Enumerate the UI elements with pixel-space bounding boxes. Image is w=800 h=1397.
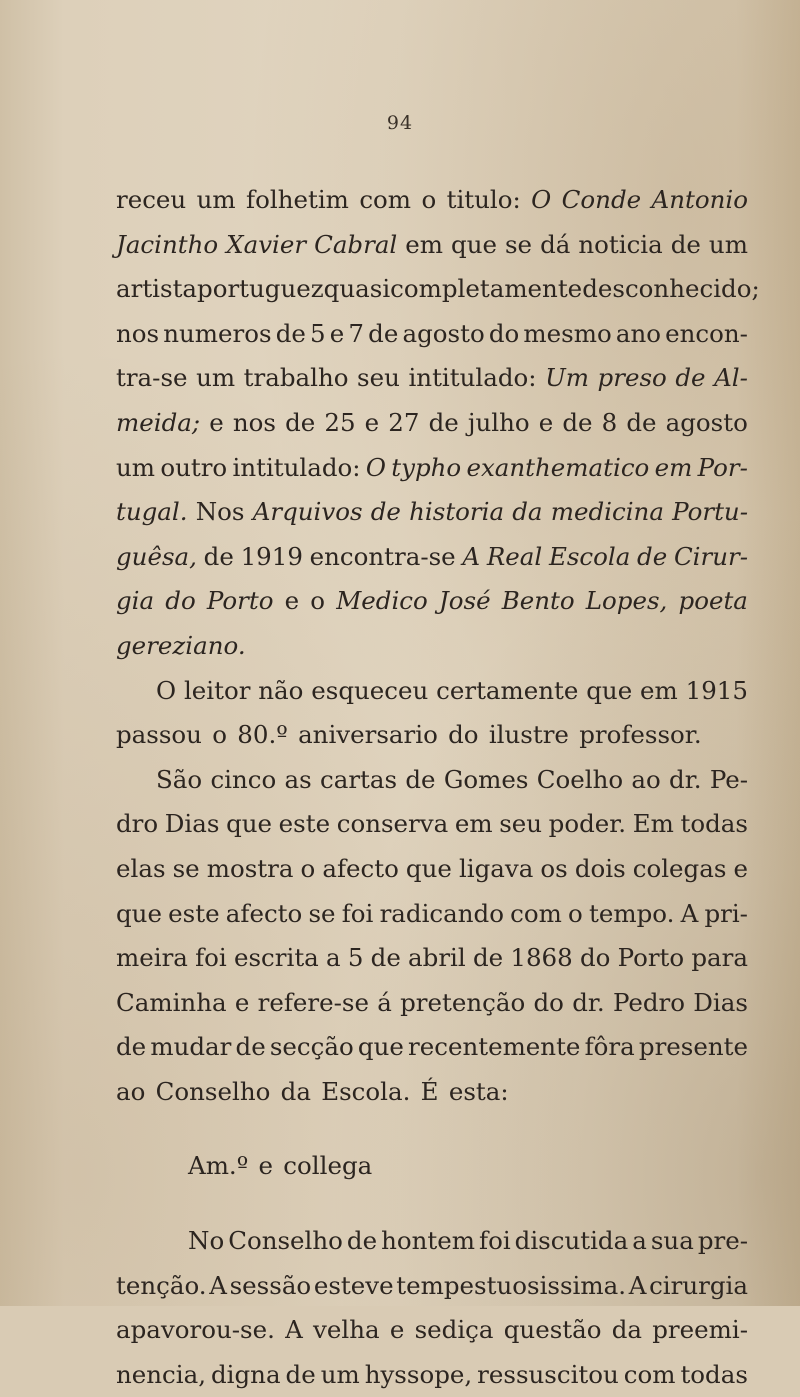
word: 8 bbox=[601, 407, 618, 437]
word: 1919 bbox=[240, 541, 303, 571]
text-line bbox=[116, 1308, 748, 1353]
word: ano bbox=[615, 318, 661, 348]
word: A bbox=[628, 1270, 647, 1300]
word: Escola bbox=[548, 541, 631, 571]
word: É bbox=[420, 1076, 439, 1106]
word: um bbox=[320, 1359, 360, 1389]
word: Real bbox=[486, 541, 543, 571]
word: dro bbox=[116, 809, 159, 839]
word: e bbox=[258, 1151, 274, 1181]
word: Conde bbox=[561, 185, 642, 214]
word: Xavier bbox=[226, 229, 307, 259]
word: folhetim bbox=[246, 185, 349, 214]
word: Nos bbox=[195, 497, 245, 527]
word: Arquivos bbox=[252, 497, 363, 527]
word: seu bbox=[499, 809, 543, 839]
word: de bbox=[285, 1359, 316, 1389]
word: Escola. bbox=[321, 1076, 411, 1106]
text-line bbox=[116, 713, 748, 758]
word: poeta bbox=[678, 586, 748, 616]
text-line bbox=[116, 1025, 748, 1070]
word: Em bbox=[632, 809, 674, 839]
word: 25 bbox=[324, 407, 356, 437]
text-line bbox=[116, 446, 748, 491]
word: abril bbox=[408, 943, 466, 973]
word: noticia bbox=[578, 229, 663, 259]
word: o bbox=[568, 898, 583, 928]
word: de bbox=[675, 363, 706, 393]
word: cartas bbox=[320, 764, 398, 794]
text-line bbox=[116, 535, 748, 580]
word: e bbox=[209, 407, 224, 437]
word: medicina bbox=[550, 497, 664, 527]
word: e bbox=[284, 586, 300, 616]
word: intitulado: bbox=[232, 452, 361, 482]
word: agosto bbox=[665, 407, 748, 437]
word: de bbox=[203, 541, 234, 571]
word: ressuscitou bbox=[477, 1359, 619, 1389]
word: ao bbox=[631, 764, 661, 794]
word: José bbox=[438, 586, 491, 616]
word: quasi bbox=[323, 274, 391, 304]
word: colegas bbox=[632, 853, 727, 883]
word: meira bbox=[116, 943, 188, 973]
word: historia bbox=[409, 497, 505, 527]
word: A bbox=[285, 1315, 303, 1345]
word: secção bbox=[269, 1032, 354, 1062]
word: Dias bbox=[693, 987, 748, 1017]
text-line bbox=[116, 312, 748, 357]
word: Conselho bbox=[155, 1076, 271, 1106]
word: com bbox=[510, 898, 562, 928]
word: que bbox=[116, 898, 162, 928]
word: as bbox=[284, 764, 312, 794]
word: certamente bbox=[436, 675, 579, 705]
word: em bbox=[654, 452, 693, 482]
word: tempestuosissima. bbox=[396, 1270, 627, 1300]
word: o bbox=[212, 720, 228, 750]
word: que bbox=[357, 1032, 404, 1062]
word: da bbox=[280, 1076, 311, 1106]
word: dá bbox=[540, 229, 571, 259]
word: Coelho bbox=[536, 764, 624, 794]
word: afecto bbox=[225, 898, 303, 928]
word: do bbox=[579, 943, 611, 973]
word: 5 bbox=[310, 318, 326, 348]
word: pri- bbox=[704, 898, 748, 928]
line-spacer bbox=[116, 1114, 748, 1144]
word: tra-se bbox=[116, 363, 188, 393]
word: cinco bbox=[210, 764, 277, 794]
word: de bbox=[370, 943, 401, 973]
text-line bbox=[116, 669, 748, 714]
word: tugal. bbox=[116, 497, 188, 527]
word: apavorou-se. bbox=[116, 1315, 275, 1345]
word: hyssope, bbox=[364, 1359, 473, 1389]
word: titulo: bbox=[446, 185, 521, 214]
word: refere-se bbox=[257, 987, 369, 1017]
text-line bbox=[116, 758, 748, 803]
word: de bbox=[626, 407, 657, 437]
word: dr. bbox=[669, 764, 702, 794]
word: de bbox=[368, 318, 399, 348]
word: com bbox=[623, 1359, 676, 1389]
word: um bbox=[196, 363, 236, 393]
word: 27 bbox=[388, 407, 420, 437]
word: sessão bbox=[229, 1270, 312, 1300]
word: sua bbox=[650, 1226, 694, 1256]
word: Gomes bbox=[443, 764, 529, 794]
word: preso bbox=[597, 363, 667, 393]
word: conserva bbox=[336, 809, 449, 839]
word: afecto bbox=[322, 853, 399, 883]
word: passou bbox=[116, 720, 202, 750]
word: O bbox=[156, 675, 177, 705]
word: do bbox=[165, 586, 196, 616]
word: preemi- bbox=[652, 1315, 748, 1345]
text-line bbox=[116, 1264, 748, 1309]
word: que bbox=[451, 229, 497, 259]
word: de bbox=[562, 407, 593, 437]
text-line bbox=[116, 1219, 748, 1264]
word: Cabral bbox=[314, 229, 398, 259]
word: A bbox=[680, 898, 699, 928]
word: e bbox=[389, 1315, 405, 1345]
word: ilustre bbox=[488, 720, 569, 750]
text-line bbox=[116, 624, 748, 669]
word: seu bbox=[357, 363, 400, 393]
word: completamente bbox=[390, 274, 583, 304]
word: em bbox=[454, 809, 493, 839]
word: que bbox=[586, 675, 633, 705]
word: o bbox=[421, 185, 437, 214]
word: em bbox=[640, 675, 678, 705]
word: esteve bbox=[313, 1270, 394, 1300]
word: Pedro bbox=[612, 987, 685, 1017]
word: este bbox=[168, 898, 220, 928]
word: ao bbox=[116, 1076, 146, 1106]
word: Medico bbox=[336, 586, 428, 616]
word: O bbox=[365, 452, 386, 482]
word: cirurgia bbox=[649, 1270, 748, 1300]
word: tempo. bbox=[589, 898, 675, 928]
word: typho bbox=[391, 452, 462, 482]
word: intitulado: bbox=[408, 363, 537, 393]
word: pretenção bbox=[400, 987, 526, 1017]
word: Porto bbox=[206, 586, 274, 616]
word: os bbox=[540, 853, 568, 883]
word: Um bbox=[545, 363, 589, 393]
word: elas bbox=[116, 853, 166, 883]
word: se bbox=[504, 229, 533, 259]
word: de bbox=[285, 407, 316, 437]
word: encontra-se bbox=[309, 541, 456, 571]
word: que bbox=[226, 809, 273, 839]
word: Conselho bbox=[228, 1226, 343, 1256]
word: dois bbox=[574, 853, 626, 883]
word: para bbox=[691, 943, 748, 973]
word: collega bbox=[283, 1151, 373, 1181]
word: fôra bbox=[584, 1032, 635, 1062]
word: foi bbox=[479, 1226, 511, 1256]
word: um bbox=[708, 229, 748, 259]
text-line bbox=[116, 847, 748, 892]
word: do bbox=[488, 318, 520, 348]
word: de bbox=[670, 229, 701, 259]
word: discutida bbox=[514, 1226, 629, 1256]
word: encon- bbox=[665, 318, 748, 348]
word: mostra bbox=[206, 853, 294, 883]
word: 80.º bbox=[237, 720, 288, 750]
text-line bbox=[116, 178, 748, 223]
word: esta: bbox=[448, 1076, 509, 1106]
word: O bbox=[531, 185, 552, 214]
text-line bbox=[116, 802, 748, 847]
word: tenção. bbox=[116, 1270, 207, 1300]
word: mesmo bbox=[523, 318, 612, 348]
word: um bbox=[196, 185, 236, 214]
word: hontem bbox=[381, 1226, 475, 1256]
word: poder. bbox=[548, 809, 627, 839]
word: de bbox=[116, 1032, 147, 1062]
word: em bbox=[405, 229, 444, 259]
word: professor. bbox=[579, 720, 702, 750]
word: Jacintho bbox=[116, 229, 219, 259]
word: portuguez bbox=[197, 274, 324, 304]
body-text bbox=[116, 178, 760, 1397]
word: com bbox=[359, 185, 412, 214]
word: nos bbox=[232, 407, 276, 437]
word: da bbox=[611, 1315, 643, 1345]
word: artista bbox=[116, 274, 198, 304]
text-line bbox=[116, 579, 748, 624]
word: de bbox=[405, 764, 436, 794]
word: Antonio bbox=[651, 185, 748, 214]
word: dr. bbox=[572, 987, 605, 1017]
word: presente bbox=[638, 1032, 748, 1062]
word: mudar bbox=[150, 1032, 232, 1062]
word: Am.º bbox=[188, 1151, 249, 1181]
text-line bbox=[116, 223, 748, 268]
word: Por- bbox=[697, 452, 748, 482]
word: recentemente bbox=[408, 1032, 581, 1062]
word: meida; bbox=[116, 407, 201, 437]
word: Dias bbox=[164, 809, 220, 839]
word: Cirur- bbox=[673, 541, 748, 571]
word: e bbox=[234, 987, 250, 1017]
word: de bbox=[370, 497, 401, 527]
word: nencia, bbox=[116, 1359, 207, 1389]
word: de bbox=[637, 541, 668, 571]
word: 7 bbox=[348, 318, 365, 348]
word: todas bbox=[680, 809, 748, 839]
word: do bbox=[448, 720, 479, 750]
text-line bbox=[116, 356, 748, 401]
word: A bbox=[462, 541, 481, 571]
word: pre- bbox=[697, 1226, 748, 1256]
text-line bbox=[116, 1144, 748, 1189]
word: A bbox=[209, 1270, 227, 1300]
word: e bbox=[538, 407, 554, 437]
word: escrita bbox=[233, 943, 319, 973]
word: que bbox=[405, 853, 452, 883]
word: um bbox=[116, 452, 156, 482]
word: radicando bbox=[379, 898, 504, 928]
word: gereziano. bbox=[116, 630, 246, 660]
word: receu bbox=[116, 185, 187, 214]
word: esqueceu bbox=[311, 675, 429, 705]
word: agosto bbox=[402, 318, 485, 348]
text-line bbox=[116, 267, 760, 312]
word: desconhecido; bbox=[582, 274, 760, 304]
text-line bbox=[116, 1070, 748, 1115]
text-line bbox=[116, 490, 748, 535]
word: Pe- bbox=[709, 764, 748, 794]
word: de bbox=[472, 943, 504, 973]
word: todas bbox=[680, 1359, 748, 1389]
word: á bbox=[377, 987, 392, 1017]
word: Al- bbox=[714, 363, 748, 393]
word: não bbox=[258, 675, 304, 705]
word: velha bbox=[313, 1315, 380, 1345]
word: o bbox=[300, 853, 316, 883]
word: e bbox=[329, 318, 345, 348]
word: do bbox=[533, 987, 564, 1017]
word: numeros bbox=[163, 318, 272, 348]
word: exanthematico bbox=[466, 452, 650, 482]
word: ligava bbox=[458, 853, 534, 883]
word: Portu- bbox=[672, 497, 748, 527]
text-line bbox=[116, 401, 748, 446]
page-number: 94 bbox=[386, 112, 414, 134]
text-line bbox=[116, 936, 748, 981]
word: a bbox=[326, 943, 341, 973]
word: de bbox=[275, 318, 306, 348]
word: 1915 bbox=[685, 675, 748, 705]
word: No bbox=[188, 1226, 225, 1256]
word: foi bbox=[341, 898, 374, 928]
word: se bbox=[308, 898, 336, 928]
word: de bbox=[346, 1226, 378, 1256]
word: da bbox=[512, 497, 543, 527]
word: Caminha bbox=[116, 987, 227, 1017]
word: questão bbox=[503, 1315, 602, 1345]
word: sediça bbox=[414, 1315, 494, 1345]
word: Porto bbox=[617, 943, 685, 973]
text-line bbox=[116, 892, 748, 937]
word: gia bbox=[116, 586, 155, 616]
word: Lopes, bbox=[585, 586, 668, 616]
word: 5 bbox=[347, 943, 364, 973]
word: de bbox=[235, 1032, 266, 1062]
word: nos bbox=[116, 318, 160, 348]
word: Bento bbox=[501, 586, 575, 616]
word: São bbox=[156, 764, 203, 794]
text-line bbox=[116, 981, 748, 1026]
word: se bbox=[172, 853, 200, 883]
word: a bbox=[632, 1226, 647, 1256]
word: guêsa, bbox=[116, 541, 197, 571]
word: e bbox=[733, 853, 748, 883]
line-spacer bbox=[116, 1189, 748, 1219]
word: leitor bbox=[183, 675, 251, 705]
word: foi bbox=[195, 943, 227, 973]
word: o bbox=[310, 586, 326, 616]
word: 1868 bbox=[510, 943, 573, 973]
word: digna bbox=[210, 1359, 281, 1389]
word: este bbox=[278, 809, 331, 839]
word: trabalho bbox=[243, 363, 349, 393]
word: e bbox=[364, 407, 380, 437]
word: aniversario bbox=[298, 720, 438, 750]
word: outro bbox=[160, 452, 228, 482]
text-line bbox=[116, 1353, 748, 1397]
word: de bbox=[428, 407, 459, 437]
word: julho bbox=[467, 407, 530, 437]
